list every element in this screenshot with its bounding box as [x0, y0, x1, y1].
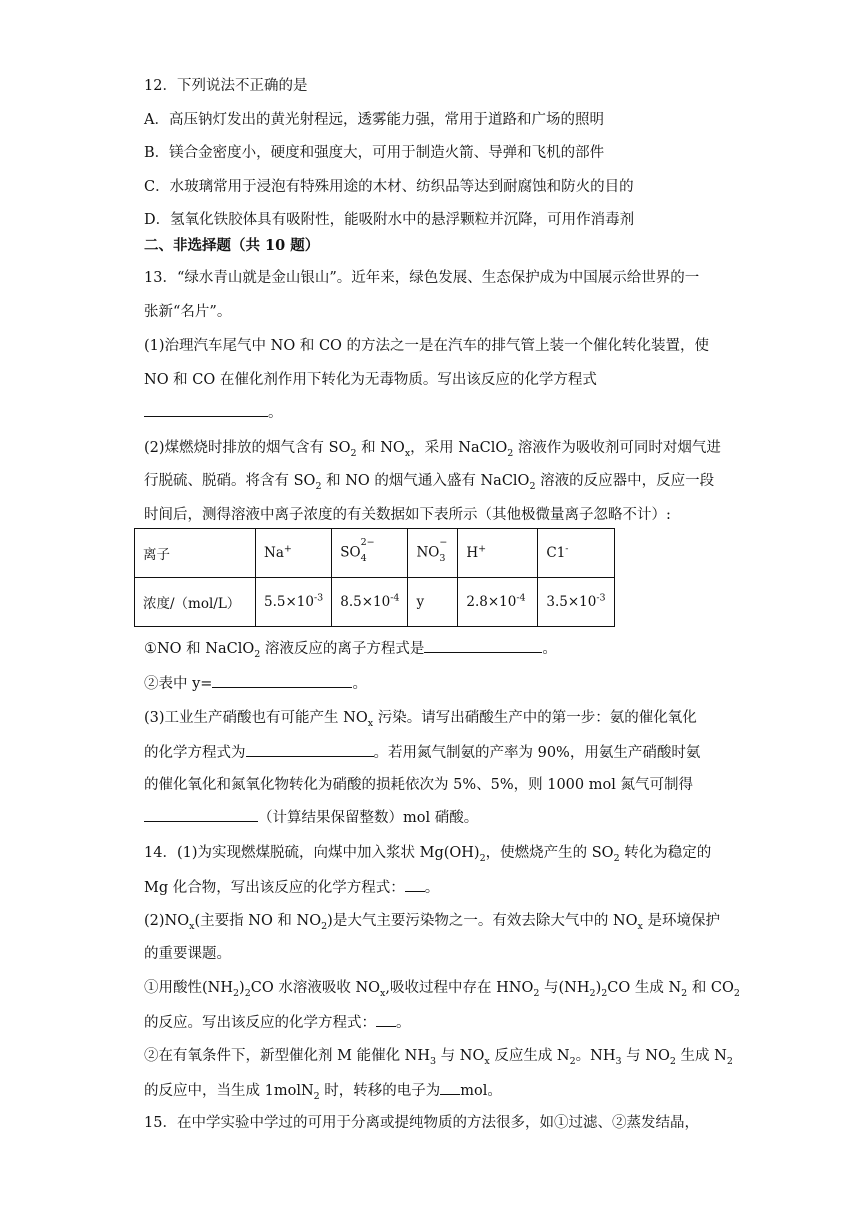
table-row — [135, 578, 615, 627]
q13-part2-line-2: 行脱硫、脱硝。将含有 $SO_2$ 和 NO 的烟气通入盛有 NaClO$_2$ 溶液的反应器中，反应一段 — [144, 473, 715, 492]
q13-part1-line-2: NO 和 CO 在催化剂作用下转化为无毒物质。写出该反应的化学方程式 — [144, 372, 597, 388]
q15-line-1: 15．在中学实验中学过的可用于分离或提纯物质的方法很多，如①过滤、②蒸发结晶， — [144, 1115, 699, 1131]
table-row-label: 浓度/（mol/L） — [135, 578, 256, 627]
answer-blank — [246, 742, 374, 757]
answer-blank — [144, 807, 258, 822]
ion-concentration-table — [134, 528, 615, 627]
q13-part2-sub2: ②表中 y= 。 — [144, 673, 367, 694]
answer-blank — [440, 1080, 460, 1095]
table-cell: y — [408, 578, 458, 627]
q14-line-8: 的反应中，当生成 1molN$_2$ 时，转移的电子为 mol。 — [144, 1080, 502, 1101]
q14-line-7: ②在有氧条件下，新型催化剂 M 能催化 $NH_3$ 与 $NO_x$ 反应生成 $N_2$。$NH_3$ 与 $NO_2$ 生成 $N_2$ — [144, 1048, 733, 1067]
q12-option-c: C．水玻璃常用于浸泡有特殊用途的木材、纺织品等达到耐腐蚀和防火的目的 — [144, 179, 634, 195]
table-header-nitrate: NO − 3 — [408, 529, 458, 578]
table-cell: $5.5\times 10^{-3}$ — [256, 578, 332, 627]
q14-line-1: 14．(1)为实现燃煤脱硫，向煤中加入浆状 $Mg(OH)_2$，使燃烧产生的 $SO_2$ 转化为稳定的 — [144, 845, 712, 864]
q13-part3-line-2: 的化学方程式为 。若用氮气制氨的产率为 90%，用氨生产硝酸时氨 — [144, 742, 700, 763]
table-row — [135, 529, 615, 578]
q13-line-1: 13．“绿水青山就是金山银山”。近年来，绿色发展、生态保护成为中国展示给世界的一 — [144, 270, 700, 286]
q14-line-4: 的重要课题。 — [144, 946, 231, 962]
q13-part3-line-4: （计算结果保留整数）mol 硝酸。 — [144, 807, 478, 828]
table-header-ion: 离子 — [135, 529, 256, 578]
table-header-sulfate: SO 2− 4 — [332, 529, 408, 578]
q14-line-3: $(2)NO_x$(主要指 NO 和 $NO_2$)是大气主要污染物之一。有效去除大气中的 $NO_x$ 是环境保护 — [144, 913, 720, 932]
answer-blank — [405, 877, 425, 892]
q13-line-2: 张新“名片”。 — [144, 304, 232, 320]
table-cell: $8.5\times 10^{-4}$ — [332, 578, 408, 627]
q13-part1-answer: 。 — [144, 402, 283, 423]
table-header-cl: C1- — [538, 529, 614, 578]
answer-blank — [376, 1012, 396, 1027]
q13-part1-line-1: (1)治理汽车尾气中 NO 和 CO 的方法之一是在汽车的排气管上装一个催化转化装置，使 — [144, 338, 710, 354]
q13-part3-line-1: (3)工业生产硝酸也有可能产生 $NO_x$ 污染。请写出硝酸生产中的第一步：氨的催化氧化 — [144, 710, 697, 729]
q12-stem: 12．下列说法不正确的是 — [144, 78, 308, 94]
answer-blank — [424, 638, 542, 653]
q12-option-d: D．氢氧化铁胶体具有吸附性，能吸附水中的悬浮颗粒并沉降，可用作消毒剂 — [144, 212, 635, 228]
q12-option-b: B．镁合金密度小，硬度和强度大，可用于制造火箭、导弹和飞机的部件 — [144, 145, 605, 161]
table-cell: $3.5\times 10^{-3}$ — [538, 578, 614, 627]
q13-part2-line-1: (2)煤燃烧时排放的烟气含有 $SO_2$ 和 $NO_x$，采用 NaClO$_2$ 溶液作为吸收剂可同时对烟气进 — [144, 440, 721, 459]
q14-line-2: Mg 化合物，写出该反应的化学方程式： 。 — [144, 877, 439, 898]
q13-part3-line-3: 的催化氧化和氮氧化物转化为硝酸的损耗依次为 5%、5%，则 1000 mol 氮气可制得 — [144, 777, 693, 793]
q12-option-a: A．高压钠灯发出的黄光射程远，透雾能力强，常用于道路和广场的照明 — [144, 112, 604, 128]
q14-line-5: ①用酸性$(NH_2)_2CO$ 水溶液吸收 $NO_x$,吸收过程中存在 $HNO_2$ 与$(NH_2)_2CO$ 生成 $N_2$ 和 $CO_2$ — [144, 980, 740, 999]
q13-part2-sub1: ①NO 和 NaClO$_2$ 溶液反应的离子方程式是 。 — [144, 638, 557, 659]
table-header-na: Na+ — [256, 529, 332, 578]
q13-part2-line-3: 时间后，测得溶液中离子浓度的有关数据如下表所示（其他极微量离子忽略不计）: — [144, 507, 671, 523]
section-heading: 二、非选择题（共 10 题） — [144, 237, 320, 254]
q14-line-6: 的反应。写出该反应的化学方程式： 。 — [144, 1012, 411, 1033]
answer-blank — [144, 402, 268, 417]
answer-blank — [212, 673, 352, 688]
table-cell: $2.8\times 10^{-4}$ — [458, 578, 538, 627]
table-header-h: H+ — [458, 529, 538, 578]
